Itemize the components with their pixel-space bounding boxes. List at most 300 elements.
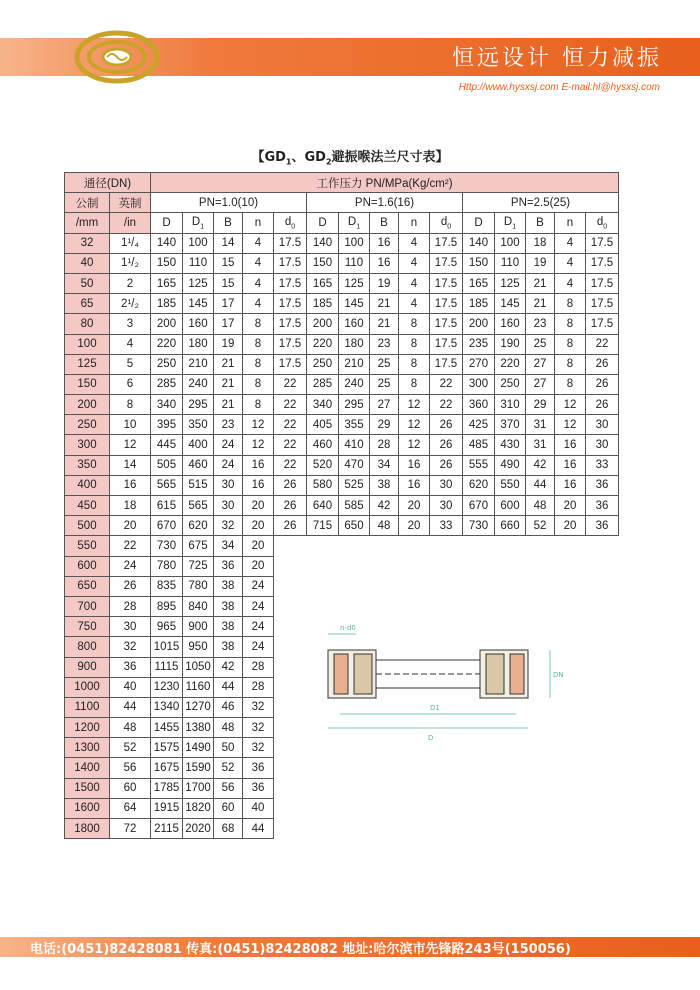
blank-area — [274, 778, 619, 798]
cell-in: 56 — [110, 758, 151, 778]
flange-drawing — [310, 610, 610, 770]
header-mm: /mm — [65, 213, 110, 233]
cell-value: 22 — [274, 455, 307, 475]
cell-value: 14 — [214, 233, 243, 253]
cell-mm: 300 — [65, 435, 110, 455]
cell-value: 38 — [214, 637, 243, 657]
table-row — [65, 374, 619, 394]
cell-value: 8 — [399, 354, 430, 374]
cell-value: 32 — [243, 738, 274, 758]
cell-value: 22 — [274, 415, 307, 435]
table-row — [65, 294, 619, 314]
cell-value: 240 — [339, 374, 370, 394]
cell-mm: 1000 — [65, 677, 110, 697]
cell-mm: 800 — [65, 637, 110, 657]
cell-value: 30 — [214, 496, 243, 516]
cell-value: 780 — [183, 576, 214, 596]
cell-value: 32 — [214, 516, 243, 536]
col-b-label: B — [536, 216, 544, 229]
cell-value: 1340 — [151, 697, 183, 717]
cell-in: 24 — [110, 556, 151, 576]
col-n — [243, 213, 274, 233]
cell-value: 30 — [430, 496, 463, 516]
blank-area — [274, 576, 619, 596]
table-row — [65, 334, 619, 354]
cell-value: 965 — [151, 617, 183, 637]
table-row — [65, 778, 619, 798]
cell-value: 17.5 — [274, 233, 307, 253]
cell-value: 580 — [307, 475, 339, 495]
cell-value: 28 — [243, 677, 274, 697]
cell-value: 165 — [151, 273, 183, 293]
cell-value: 24 — [243, 637, 274, 657]
cell-value: 52 — [526, 516, 555, 536]
cell-value: 730 — [463, 516, 495, 536]
cell-mm: 250 — [65, 415, 110, 435]
cell-value: 26 — [274, 475, 307, 495]
cell-value: 36 — [243, 778, 274, 798]
cell-value: 20 — [243, 536, 274, 556]
cell-value: 615 — [151, 496, 183, 516]
cell-value: 17.5 — [586, 273, 619, 293]
cell-value: 125 — [183, 273, 214, 293]
cell-value: 17.5 — [274, 253, 307, 273]
cell-value: 1160 — [183, 677, 214, 697]
cell-value: 1915 — [151, 798, 183, 818]
cell-mm: 500 — [65, 516, 110, 536]
cell-value: 150 — [307, 253, 339, 273]
cell-value: 30 — [586, 435, 619, 455]
cell-value: 460 — [183, 455, 214, 475]
col-n — [399, 213, 430, 233]
title-sub1: 1 — [285, 157, 292, 167]
cell-value: 8 — [399, 314, 430, 334]
cell-value: 21 — [214, 354, 243, 374]
cell-value: 32 — [243, 718, 274, 738]
cell-value: 32 — [243, 697, 274, 717]
cell-value: 17.5 — [430, 354, 463, 374]
table-title — [0, 146, 700, 167]
cell-value: 220 — [495, 354, 526, 374]
cell-value: 27 — [526, 354, 555, 374]
cell-value: 4 — [399, 294, 430, 314]
cell-value: 17.5 — [274, 354, 307, 374]
cell-mm: 350 — [65, 455, 110, 475]
cell-in: 12 — [110, 435, 151, 455]
col-d0 — [430, 213, 463, 233]
cell-value: 1785 — [151, 778, 183, 798]
cell-value: 950 — [183, 637, 214, 657]
cell-value: 19 — [526, 253, 555, 273]
col-d0 — [586, 213, 619, 233]
cell-value: 640 — [307, 496, 339, 516]
cell-value: 16 — [399, 455, 430, 475]
cell-value: 460 — [307, 435, 339, 455]
cell-value: 160 — [183, 314, 214, 334]
cell-value: 16 — [555, 475, 586, 495]
cell-value: 400 — [183, 435, 214, 455]
cell-value: 21 — [526, 294, 555, 314]
cell-mm: 40 — [65, 253, 110, 273]
cell-value: 900 — [183, 617, 214, 637]
cell-value: 22 — [274, 395, 307, 415]
cell-value: 145 — [495, 294, 526, 314]
cell-value: 44 — [214, 677, 243, 697]
col-b-label: B — [380, 216, 388, 229]
cell-value: 1700 — [183, 778, 214, 798]
cell-value: 36 — [586, 496, 619, 516]
table-row — [65, 455, 619, 475]
cell-value: 2020 — [183, 819, 214, 839]
cell-value: 2115 — [151, 819, 183, 839]
cell-value: 36 — [243, 758, 274, 778]
cell-value: 150 — [151, 253, 183, 273]
cell-value: 1115 — [151, 657, 183, 677]
blank-area — [274, 536, 619, 556]
cell-value: 21 — [370, 294, 399, 314]
cell-value: 29 — [370, 415, 399, 435]
cell-value: 4 — [399, 253, 430, 273]
cell-mm: 100 — [65, 334, 110, 354]
cell-value: 110 — [183, 253, 214, 273]
cell-value: 16 — [555, 435, 586, 455]
cell-mm: 1400 — [65, 758, 110, 778]
cell-value: 27 — [370, 395, 399, 415]
cell-value: 48 — [526, 496, 555, 516]
cell-value: 38 — [370, 475, 399, 495]
col-b-label: B — [224, 216, 232, 229]
table-row — [65, 556, 619, 576]
cell-value: 220 — [151, 334, 183, 354]
cell-value: 165 — [307, 273, 339, 293]
cell-value: 20 — [243, 556, 274, 576]
cell-value: 19 — [370, 273, 399, 293]
cell-value: 550 — [495, 475, 526, 495]
blank-area — [274, 798, 619, 818]
cell-value: 715 — [307, 516, 339, 536]
cell-value: 395 — [151, 415, 183, 435]
cell-value: 200 — [151, 314, 183, 334]
cell-value: 12 — [399, 435, 430, 455]
cell-value: 505 — [151, 455, 183, 475]
cell-value: 100 — [495, 233, 526, 253]
cell-value: 490 — [495, 455, 526, 475]
cell-value: 42 — [370, 496, 399, 516]
cell-value: 1455 — [151, 718, 183, 738]
cell-value: 17.5 — [430, 273, 463, 293]
cell-value: 110 — [339, 253, 370, 273]
cell-mm: 900 — [65, 657, 110, 677]
cell-value: 200 — [307, 314, 339, 334]
title-pre: 【GD — [251, 150, 286, 165]
cell-value: 12 — [555, 415, 586, 435]
cell-value: 31 — [526, 435, 555, 455]
cell-value: 25 — [526, 334, 555, 354]
cell-value: 4 — [555, 233, 586, 253]
cell-value: 295 — [339, 395, 370, 415]
cell-value: 410 — [339, 435, 370, 455]
cell-value: 24 — [243, 596, 274, 616]
header-imperial: 英制 — [110, 193, 151, 213]
col-b — [526, 213, 555, 233]
cell-value: 835 — [151, 576, 183, 596]
cell-mm: 450 — [65, 496, 110, 516]
cell-value: 36 — [214, 556, 243, 576]
cell-mm: 650 — [65, 576, 110, 596]
cell-value: 185 — [307, 294, 339, 314]
cell-value: 18 — [526, 233, 555, 253]
cell-value: 31 — [526, 415, 555, 435]
cell-in: 60 — [110, 778, 151, 798]
cell-value: 22 — [430, 395, 463, 415]
cell-value: 8 — [555, 314, 586, 334]
cell-value: 8 — [555, 294, 586, 314]
cell-value: 160 — [495, 314, 526, 334]
cell-value: 4 — [399, 273, 430, 293]
cell-in: 3 — [110, 314, 151, 334]
cell-value: 145 — [339, 294, 370, 314]
cell-value: 210 — [339, 354, 370, 374]
cell-value: 12 — [243, 435, 274, 455]
table-row — [65, 415, 619, 435]
cell-value: 26 — [274, 496, 307, 516]
cell-value: 150 — [463, 253, 495, 273]
cell-value: 670 — [151, 516, 183, 536]
cell-mm: 1800 — [65, 819, 110, 839]
table-row — [65, 576, 619, 596]
col-d1 — [183, 213, 214, 233]
cell-value: 295 — [183, 395, 214, 415]
cell-value: 17.5 — [274, 334, 307, 354]
cell-value: 515 — [183, 475, 214, 495]
header-pressure: 工作压力 PN/MPa(Kg/cm²) — [151, 173, 619, 193]
cell-value: 26 — [586, 374, 619, 394]
title-sub2: 2 — [325, 157, 332, 167]
col-b — [214, 213, 243, 233]
col-d1-label: D — [191, 215, 201, 228]
cell-value: 40 — [243, 798, 274, 818]
cell-value: 34 — [214, 536, 243, 556]
cell-value: 8 — [399, 374, 430, 394]
cell-value: 210 — [183, 354, 214, 374]
cell-value: 8 — [243, 374, 274, 394]
company-logo — [74, 30, 160, 84]
cell-value: 38 — [214, 617, 243, 637]
cell-value: 8 — [243, 334, 274, 354]
cell-value: 235 — [463, 334, 495, 354]
cell-in: 40 — [110, 677, 151, 697]
col-d0-label: d — [284, 215, 292, 228]
col-d-label: D — [162, 216, 171, 229]
cell-in: 22 — [110, 536, 151, 556]
cell-value: 23 — [526, 314, 555, 334]
table-row — [65, 395, 619, 415]
cell-value: 250 — [151, 354, 183, 374]
cell-value: 60 — [214, 798, 243, 818]
cell-value: 19 — [214, 334, 243, 354]
col-d — [463, 213, 495, 233]
cell-value: 21 — [214, 374, 243, 394]
cell-value: 445 — [151, 435, 183, 455]
cell-value: 23 — [370, 334, 399, 354]
table-row — [65, 233, 619, 253]
cell-value: 33 — [586, 455, 619, 475]
cell-value: 585 — [339, 496, 370, 516]
cell-value: 1015 — [151, 637, 183, 657]
cell-value: 8 — [243, 314, 274, 334]
label-dn: DN — [553, 671, 564, 679]
cell-value: 485 — [463, 435, 495, 455]
cell-in: 72 — [110, 819, 151, 839]
cell-value: 1590 — [183, 758, 214, 778]
cell-value: 17.5 — [586, 253, 619, 273]
cell-value: 38 — [214, 576, 243, 596]
cell-value: 17 — [214, 314, 243, 334]
cell-value: 24 — [243, 576, 274, 596]
cell-in: 16 — [110, 475, 151, 495]
cell-value: 24 — [214, 455, 243, 475]
pn-group-2: PN=1.6(16) — [307, 193, 463, 213]
cell-mm: 700 — [65, 596, 110, 616]
cell-in: 20 — [110, 516, 151, 536]
col-d0-sub: 0 — [447, 223, 452, 231]
cell-value: 250 — [495, 374, 526, 394]
col-n-label: n — [410, 216, 418, 229]
cell-in: 44 — [110, 697, 151, 717]
table-row — [65, 253, 619, 273]
cell-value: 1490 — [183, 738, 214, 758]
cell-value: 250 — [307, 354, 339, 374]
cell-value: 1050 — [183, 657, 214, 677]
cell-value: 355 — [339, 415, 370, 435]
cell-value: 44 — [243, 819, 274, 839]
table-row — [65, 475, 619, 495]
cell-in: 52 — [110, 738, 151, 758]
cell-value: 17.5 — [586, 314, 619, 334]
cell-value: 16 — [399, 475, 430, 495]
slogan: 恒远设计 恒力减振 — [452, 46, 662, 71]
col-d0-label: d — [440, 215, 448, 228]
cell-value: 4 — [399, 233, 430, 253]
cell-value: 430 — [495, 435, 526, 455]
cell-value: 33 — [430, 516, 463, 536]
cell-value: 12 — [555, 395, 586, 415]
cell-value: 670 — [463, 496, 495, 516]
cell-value: 26 — [430, 455, 463, 475]
cell-mm: 600 — [65, 556, 110, 576]
cell-value: 28 — [243, 657, 274, 677]
table-row — [65, 354, 619, 374]
cell-value: 220 — [307, 334, 339, 354]
cell-value: 12 — [399, 415, 430, 435]
cell-value: 17.5 — [430, 334, 463, 354]
cell-mm: 32 — [65, 233, 110, 253]
cell-in: 4 — [110, 334, 151, 354]
cell-value: 36 — [586, 516, 619, 536]
cell-mm: 150 — [65, 374, 110, 394]
cell-value: 26 — [586, 354, 619, 374]
cell-mm: 1100 — [65, 697, 110, 717]
cell-value: 285 — [307, 374, 339, 394]
cell-value: 240 — [183, 374, 214, 394]
cell-value: 29 — [526, 395, 555, 415]
cell-value: 200 — [463, 314, 495, 334]
cell-value: 16 — [370, 233, 399, 253]
cell-in: 2¹/₂ — [110, 294, 151, 314]
cell-value: 1230 — [151, 677, 183, 697]
cell-in: 26 — [110, 576, 151, 596]
cell-value: 27 — [526, 374, 555, 394]
cell-value: 12 — [243, 415, 274, 435]
cell-value: 140 — [463, 233, 495, 253]
cell-value: 68 — [214, 819, 243, 839]
cell-value: 8 — [555, 354, 586, 374]
title-post: 避振喉法兰尺寸表】 — [331, 150, 449, 165]
header-dn: 通径(DN) — [65, 173, 151, 193]
cell-value: 4 — [555, 273, 586, 293]
cell-value: 23 — [214, 415, 243, 435]
cell-value: 34 — [370, 455, 399, 475]
header-metric: 公制 — [65, 193, 110, 213]
cell-value: 17.5 — [430, 314, 463, 334]
cell-value: 30 — [214, 475, 243, 495]
col-b — [370, 213, 399, 233]
cell-value: 725 — [183, 556, 214, 576]
cell-value: 4 — [555, 253, 586, 273]
cell-value: 660 — [495, 516, 526, 536]
cell-value: 15 — [214, 253, 243, 273]
cell-in: 2 — [110, 273, 151, 293]
cell-value: 26 — [586, 395, 619, 415]
col-d1-label: D — [503, 215, 513, 228]
cell-value: 425 — [463, 415, 495, 435]
col-d1-sub: 1 — [200, 223, 205, 231]
cell-value: 1575 — [151, 738, 183, 758]
col-d0-label: d — [596, 215, 604, 228]
col-n-label: n — [566, 216, 574, 229]
cell-value: 17 — [214, 294, 243, 314]
table-row — [65, 819, 619, 839]
col-d1-label: D — [347, 215, 357, 228]
col-d0-sub: 0 — [291, 223, 296, 231]
cell-value: 340 — [151, 395, 183, 415]
cell-value: 17.5 — [430, 253, 463, 273]
cell-mm: 1300 — [65, 738, 110, 758]
cell-value: 520 — [307, 455, 339, 475]
cell-value: 36 — [586, 475, 619, 495]
cell-value: 16 — [243, 475, 274, 495]
label-n-d0: n-d0 — [340, 624, 356, 632]
cell-value: 20 — [555, 516, 586, 536]
cell-value: 895 — [151, 596, 183, 616]
cell-value: 44 — [526, 475, 555, 495]
cell-value: 22 — [430, 374, 463, 394]
cell-value: 21 — [370, 314, 399, 334]
cell-in: 8 — [110, 395, 151, 415]
cell-value: 780 — [151, 556, 183, 576]
contact-url: Http://www.hysxsj.com E-mail:hl@hysxsj.com — [458, 82, 660, 93]
cell-value: 17.5 — [274, 273, 307, 293]
cell-value: 185 — [151, 294, 183, 314]
cell-value: 30 — [586, 415, 619, 435]
cell-mm: 200 — [65, 395, 110, 415]
table-row — [65, 496, 619, 516]
cell-mm: 125 — [65, 354, 110, 374]
cell-value: 15 — [214, 273, 243, 293]
cell-value: 405 — [307, 415, 339, 435]
cell-value: 145 — [183, 294, 214, 314]
table-row — [65, 314, 619, 334]
